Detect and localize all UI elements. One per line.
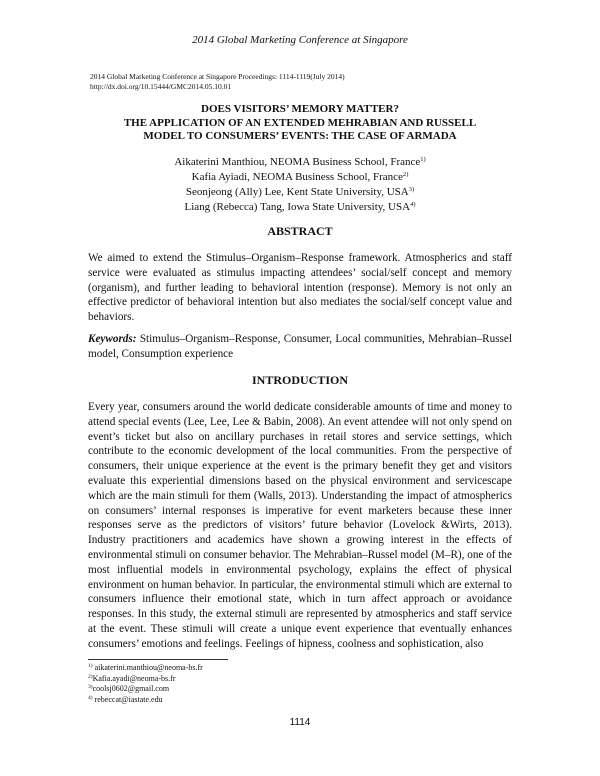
footnotes <box>88 663 203 705</box>
author-3: Seonjeong (Ally) Lee, Kent State University, USA$^{3)}$ <box>185 186 415 198</box>
author-list <box>60 155 540 215</box>
keywords-text: Stimulus–Organism–Response, Consumer, Local communities, Mehrabian–Russel model, Consumption experience <box>88 333 512 360</box>
abstract-heading: ABSTRACT <box>267 224 333 238</box>
footnote-4: $^{4)}$ rebeccat@iastate.edu <box>88 694 163 704</box>
footnote-3: $^{3)}$coolsj0602@gmail.com <box>88 684 170 693</box>
introduction-text: Every year, consumers around the world dedicate considerable amounts of time and money to attend special events (Lee, Lee, Lee & Babin, 2008). An event attendee will not only spend on event’s ticket but also on ancillary purchases in retail stores and service settings, which contribute to the economic development of the local communities. From the perspective of consumers, their unique experience at the event is the primary benefit they get and visitors evaluate this experiential dimensions based on the physical environment and servicescape which are the main stimuli for them (Walls, 2013). Understanding the impact of atmospherics on consumers’ internal responses is imperative for event marketers because these inner responses serve as the predictors of visitors’ future behavior (Lovelock &Wirts, 2013). Industry practitioners and academics have shown a growing interest in the effects of environmental stimuli on consumer behavior. The Mehrabian–Russel model (M–R), one of the most influential models in environmental psychology, explains the effect of physical environment on human behavior. In particular, the environmental stimuli which are external to consumers influence their emotional state, which in turn affect approach or avoidance responses. In this study, the external stimuli are represented by atmospherics and staff service at the event. These stimuli will create a unique event experience that eventually enhances consumers’ emotions and feelings. Feelings of hipness, coolness and sophistication, also <box>88 401 512 650</box>
title-line-2: THE APPLICATION OF AN EXTENDED MEHRABIAN AND RUSSELL <box>123 116 477 129</box>
abstract-text: We aimed to extend the Stimulus–Organism–Response framework. Atmospherics and staff service were evaluated as stimulus impacting attendees’ social/self concept and memory (organism), and further leading to behavioral intention (response). Memory is not only an effective predictor of behavioral intention but also mediates the social/self concept value and behaviors. <box>88 252 512 324</box>
keywords <box>88 332 512 362</box>
author-4: Liang (Rebecca) Tang, Iowa State University, USA$^{4)}$ <box>184 201 416 213</box>
doi-link[interactable]: http://dx.doi.org/10.15444/GMC2014.05.10.01 <box>90 82 232 91</box>
paper-title <box>60 103 540 144</box>
author-2: Kafia Ayiadi, NEOMA Business School, France$^{2)}$ <box>191 171 409 183</box>
running-head: 2014 Global Marketing Conference at Singapore <box>192 34 408 46</box>
page-number: 1114 <box>289 717 311 728</box>
title-line-3: MODEL TO CONSUMERS’ EVENTS: THE CASE OF ARMADA <box>143 130 457 142</box>
footnote-1: $^{1)}$ aikaterini.manthiou@neoma-bs.fr <box>88 663 203 672</box>
introduction-heading: INTRODUCTION <box>251 373 348 387</box>
author-1-mark: 1) <box>420 156 426 163</box>
author-2-mark: 2) <box>402 171 409 178</box>
author-3-mark: 3) <box>408 186 415 193</box>
author-1: Aikaterini Manthiou, NEOMA Business School, France$^{1)}$ <box>174 156 426 168</box>
footnote-2: $^{2)}$Kafia.ayadi@neoma-bs.fr <box>88 673 176 683</box>
footnote-divider <box>88 659 228 660</box>
keywords-label: Keywords: <box>88 333 137 345</box>
author-4-mark: 4) <box>410 201 416 208</box>
proceedings-info <box>90 72 345 92</box>
title-line-1: DOES VISITORS’ MEMORY MATTER? <box>201 103 399 115</box>
proceedings-citation: 2014 Global Marketing Conference at Singapore Proceedings: 1114-1119(July 2014) <box>90 72 345 81</box>
